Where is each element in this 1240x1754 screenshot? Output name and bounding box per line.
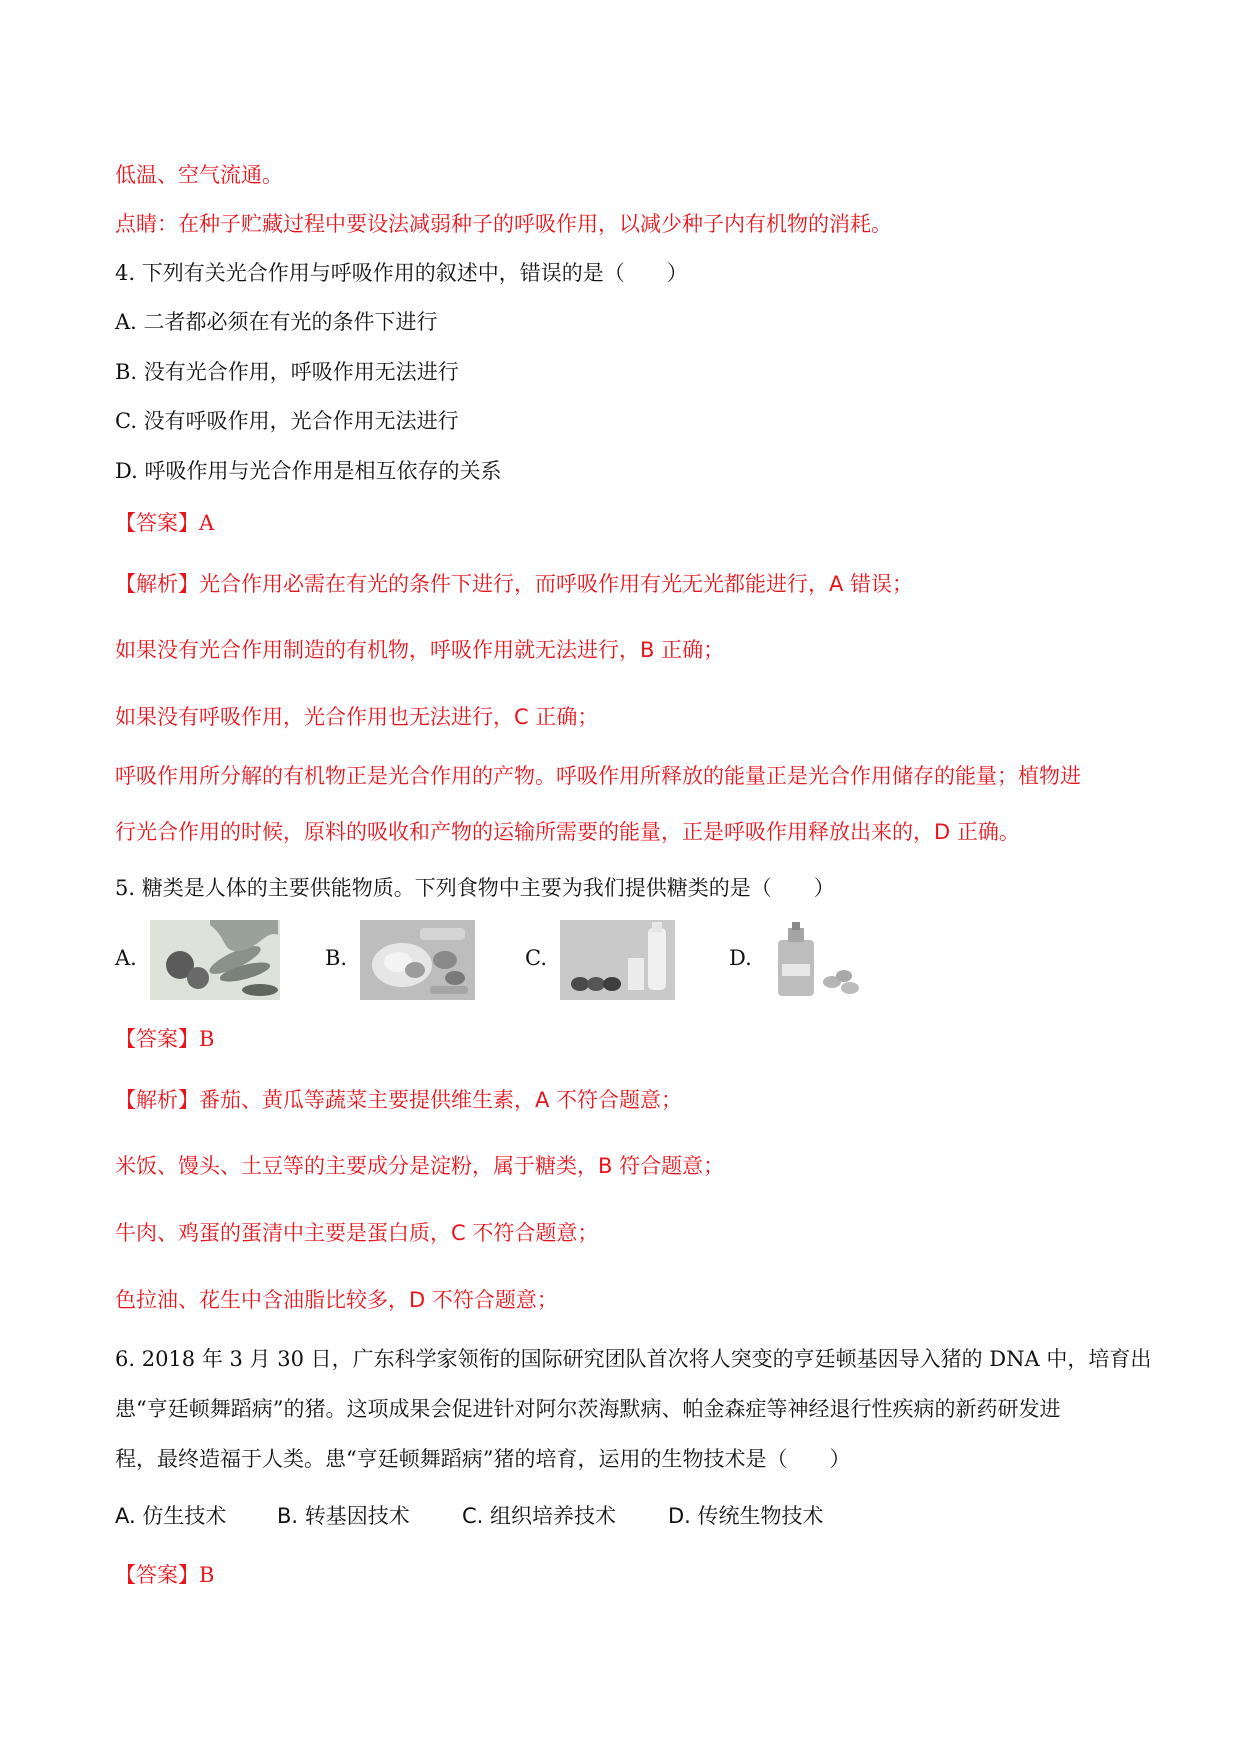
option-d: D. 传统生物技术 [668,1504,824,1528]
question-6-stem-1: 6. 2018 年 3 月 30 日，广东科学家领衔的国际研究团队首次将人突变的亨廷顿基因导入猪的 DNA 中，培育出 [115,1347,1152,1371]
question-4-option-c: C. 没有呼吸作用，光合作用无法进行 [115,409,459,433]
question-4-explanation-5: 行光合作用的时候，原料的吸收和产物的运输所需要的能量，正是呼吸作用释放出来的，D 正确。 [115,820,1020,844]
question-4-answer [115,509,214,537]
protein-image [560,920,675,1000]
question-5-image-options [115,920,1015,1000]
explanation-text: 番茄、黄瓜等蔬菜主要提供维生素，A 不符合题意； [199,1088,683,1112]
staples-image [360,920,475,1000]
prev-answer-tail: 低温、空气流通。 [115,163,283,187]
question-6-stem-3: 程，最终造福于人类。患“亨廷顿舞蹈病”猪的培育，运用的生物技术是（ ） [115,1447,851,1471]
question-4-option-d: D. 呼吸作用与光合作用是相互依存的关系 [115,459,502,483]
answer-value: A [199,511,215,535]
option-b: B. 转基因技术 [277,1504,410,1528]
question-5-explanation-3: 牛肉、鸡蛋的蛋清中主要是蛋白质，C 不符合题意； [115,1221,599,1245]
option-label: C. [525,946,547,970]
answer-tag: 【答案】 [115,511,199,535]
question-4-stem: 4. 下列有关光合作用与呼吸作用的叙述中，错误的是（ ） [115,261,688,285]
question-4-option-b: B. 没有光合作用，呼吸作用无法进行 [115,360,459,384]
prev-key-point: 点睛：在种子贮藏过程中要设法减弱种子的呼吸作用，以减少种子内有机物的消耗。 [115,212,892,236]
question-5-explanation-2: 米饭、馒头、土豆等的主要成分是淀粉，属于糖类，B 符合题意； [115,1154,725,1178]
explanation-tag: 【解析】 [115,572,199,596]
question-4-explanation-4: 呼吸作用所分解的有机物正是光合作用的产物。呼吸作用所释放的能量正是光合作用储存的能量；植物进 [115,764,1081,788]
question-5-explanation-1 [115,1086,682,1114]
oil-image [764,920,864,1000]
explanation-text: 光合作用必需在有光的条件下进行，而呼吸作用有光无光都能进行，A 错误； [199,572,914,596]
answer-tag: 【答案】 [115,1027,199,1051]
option-label: A. [115,946,137,970]
option-label: D. [729,946,752,970]
question-6-stem-2: 患“亨廷顿舞蹈病”的猪。这项成果会促进针对阿尔茨海默病、帕金森症等神经退行性疾病的新药研发进 [115,1397,1061,1421]
question-5-stem: 5. 糖类是人体的主要供能物质。下列食物中主要为我们提供糖类的是（ ） [115,876,835,900]
question-4-option-a: A. 二者都必须在有光的条件下进行 [115,310,438,334]
vegetables-image [150,920,280,1000]
question-5-answer [115,1025,214,1053]
question-5-explanation-4: 色拉油、花生中含油脂比较多，D 不符合题意； [115,1288,558,1312]
question-4-explanation-2: 如果没有光合作用制造的有机物，呼吸作用就无法进行，B 正确； [115,638,725,662]
option-c: C. 组织培养技术 [462,1504,617,1528]
question-6-answer [115,1561,214,1589]
option-label: B. [325,946,348,970]
option-a: A. 仿生技术 [115,1504,227,1528]
question-4-explanation-1 [115,570,913,598]
question-4-explanation-3: 如果没有呼吸作用，光合作用也无法进行，C 正确； [115,705,599,729]
answer-value: B [199,1027,215,1051]
answer-tag: 【答案】 [115,1563,199,1587]
explanation-tag: 【解析】 [115,1088,199,1112]
answer-value: B [199,1563,215,1587]
